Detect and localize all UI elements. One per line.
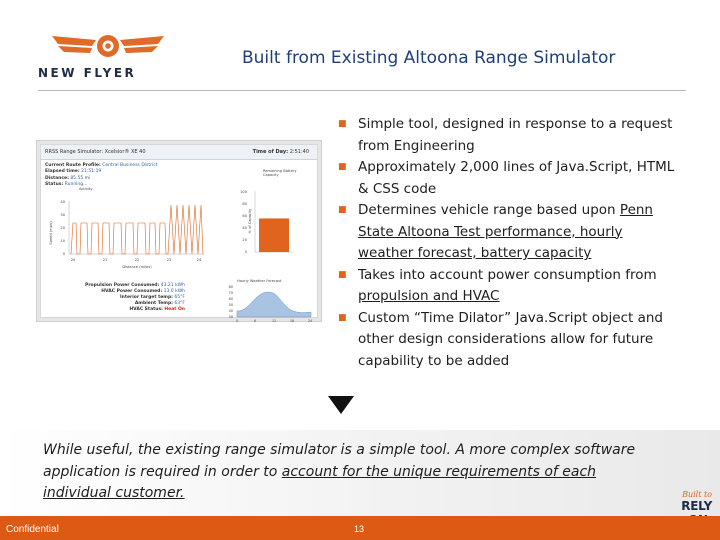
distance-axis-label: Distance (miles): [122, 265, 152, 269]
stat-row: Interior target temp: 65°F: [119, 295, 185, 300]
bullet-item: ■ Takes into account power consumption from propulsion and HVAC: [338, 266, 657, 304]
info-row: Distance: 85.55 mi: [45, 175, 91, 181]
battery-tick: 20: [242, 238, 247, 242]
weather-x-tick: 12: [271, 319, 277, 323]
distance-tick: 21: [102, 258, 108, 262]
winged-logo-icon: [52, 30, 164, 66]
battery-capacity-chart: [227, 183, 299, 263]
page-number: 13: [354, 524, 365, 534]
battery-label: Remaining Battery Capacity: [263, 169, 297, 178]
speed-tick: 20: [60, 226, 65, 230]
title-divider: [38, 90, 686, 91]
activity-speed-chart: [49, 193, 209, 273]
speed-axis-label: Speed (mph): [49, 221, 53, 245]
speed-tick: 0: [62, 252, 65, 256]
weather-x-tick: 24: [307, 319, 313, 323]
underlined-text: State Altoona Test performance, hourly: [358, 223, 623, 240]
weather-x-tick: 6: [253, 319, 257, 323]
summary-statement: While useful, the existing range simulator is a simple tool. A more complex software application is required in order to account for the unique requirements of each individual customer.: [43, 442, 636, 501]
weather-x-tick: 18: [289, 319, 295, 323]
battery-tick: 60: [242, 214, 247, 218]
battery-tick: 40: [242, 226, 247, 230]
bullet-item: ■ Simple tool, designed in response to a request from Engineering: [338, 116, 673, 154]
new-flyer-logo: [30, 30, 160, 85]
weather-forecast-chart: [225, 283, 317, 323]
underlined-text: Penn: [619, 202, 653, 218]
info-row: Elapsed time: 21:51:19: [45, 169, 102, 175]
battery-tick: 0: [244, 250, 247, 254]
underlined-text: account for the unique requirements of each: [281, 463, 597, 480]
simulator-panel: [40, 144, 318, 323]
square-bullet-icon: ■: [338, 312, 347, 323]
bullet-item: ■ Custom “Time Dilator” Java.Script object and other design considerations allow for future capability to be added: [338, 309, 664, 369]
bullet-item: ■ Determines vehicle range based upon Penn State Altoona Test performance, hourly weather forecast, battery capacity: [338, 202, 653, 261]
info-row: Status: Running...: [45, 181, 88, 187]
speed-tick: 10: [60, 239, 65, 243]
stat-row: HVAC Power Consumed: 13.0 kWh: [101, 289, 185, 294]
underlined-text: propulsion and HVAC: [358, 288, 500, 304]
square-bullet-icon: ■: [338, 162, 347, 172]
simulator-header: [41, 145, 317, 160]
confidential-label: Confidential: [6, 524, 59, 535]
distance-tick: 23: [166, 258, 172, 262]
activity-label: Activity: [79, 187, 93, 191]
feature-bullet-list: [336, 114, 708, 372]
slide-title: Built from Existing Altoona Range Simulator: [242, 48, 616, 68]
underlined-text: weather forecast, battery capacity: [358, 245, 592, 261]
weather-tick: 60: [228, 297, 233, 301]
distance-tick: 24: [196, 258, 202, 262]
weather-tick: 40: [228, 309, 233, 313]
weather-x-tick: 0: [235, 319, 239, 323]
square-bullet-icon: ■: [338, 205, 347, 215]
battery-tick: 80: [242, 202, 247, 206]
speed-tick: 30: [60, 213, 65, 217]
bullet-item: ■ Approximately 2,000 lines of Java.Script, HTML & CSS code: [338, 159, 675, 197]
weather-label: Hourly Weather Forecast: [237, 279, 282, 283]
weather-tick: 50: [228, 303, 233, 307]
distance-tick: 22: [134, 258, 140, 262]
time-of-day: Time of Day: 2:51:40: [252, 149, 309, 155]
square-bullet-icon: ■: [338, 269, 347, 280]
simulator-info: [45, 163, 158, 188]
stat-row: Propulsion Power Consumed: 43.21 kWh: [85, 283, 185, 288]
rely-on-text: RELY: [681, 499, 712, 513]
underlined-text: individual customer.: [43, 485, 185, 501]
distance-tick: 20: [70, 258, 76, 262]
battery-tick: 100: [240, 190, 247, 194]
battery-bar: [259, 218, 289, 252]
weather-tick: 80: [228, 285, 233, 289]
simulator-title: RRSS Range Simulator: Xcelsior® XE 40: [45, 149, 146, 155]
built-to-text: Built to: [682, 490, 712, 499]
weather-tick: 70: [228, 291, 233, 295]
range-simulator-screenshot: [36, 140, 322, 322]
weather-tick: 30: [228, 315, 233, 319]
square-bullet-icon: ■: [338, 119, 347, 129]
logo-wordmark: NEW FLYER: [38, 66, 137, 80]
info-row: Current Route Profile: Central Business District: [45, 163, 158, 168]
battery-axis-label: % of Capacity: [248, 208, 252, 234]
speed-tick: 40: [60, 200, 65, 204]
hvac-status: HVAC Status: Heat On: [129, 307, 185, 312]
simulator-stats: [55, 283, 185, 313]
down-arrow-icon: [328, 396, 354, 414]
stat-row: Ambient Temp: 63°F: [134, 301, 185, 306]
